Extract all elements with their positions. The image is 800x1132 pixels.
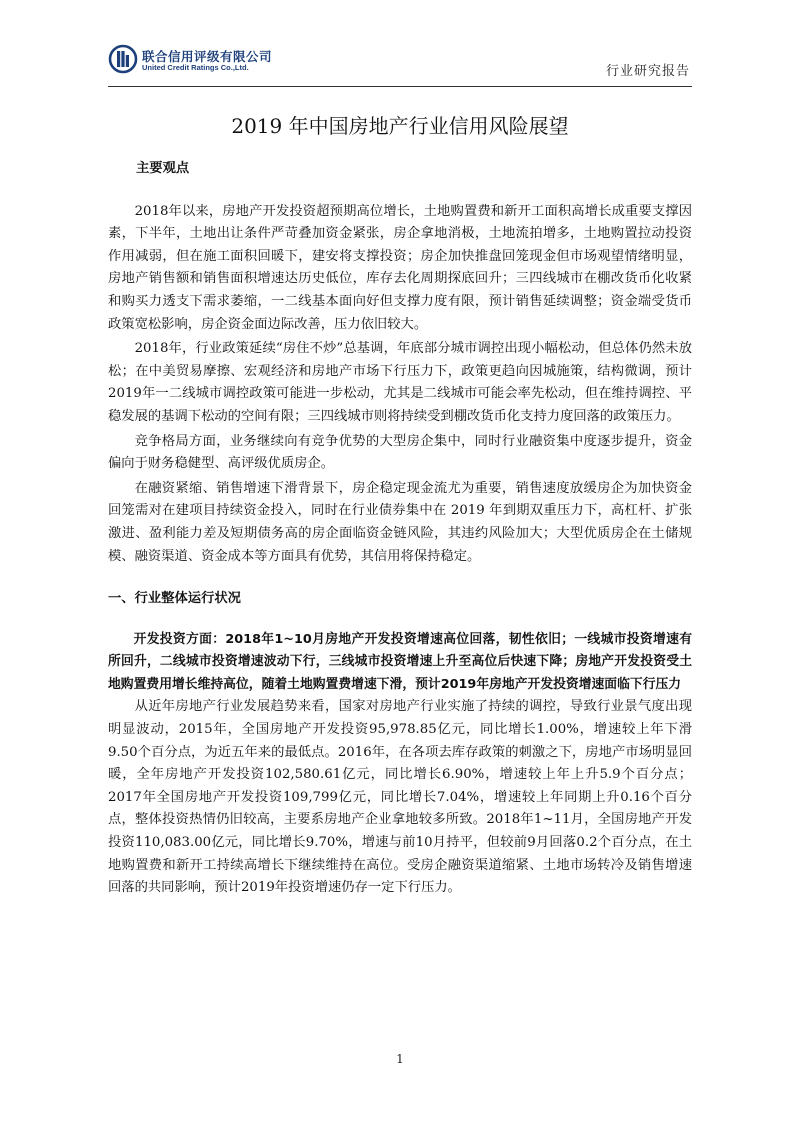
main-point-paragraph-1: 2018年以来，房地产开发投资超预期高位增长，土地购置费和新开工面积高增长成重要支撑因素，下半年，土地出让条件严苛叠加资金紧张，房企拿地消极，土地流拍增多，土地购置拉动投资作用减弱，但在施工面积回暖下，建安将支撑投资；房企加快推盘回笼现金但市场观望情绪明显，房地产销售额和销售面积增速达历史低位，库存去化周期探底回升；三四线城市在棚改货币化收紧和购买力透支下需求萎缩，一二线基本面向好但支撑力度有限，预计销售延续调整；资金端受货币政策宽松影响，房企资金面边际改善，压力依旧较大。 — [108, 203, 692, 332]
main-point-paragraph-2: 2018年，行业政策延续“房住不炒”总基调，年底部分城市调控出现小幅松动，但总体仍然未放松；在中美贸易摩擦、宏观经济和房地产市场下行压力下，政策更趋向因城施策，结构微调，预计2019年一二线城市调控政策可能进一步松动，尤其是二线城市可能会率先松动，但在维持调控、平稳发展的基调下松动的空间有限；三四线城市则将持续受到棚改货币化支持力度回落的政策压力。 — [108, 341, 692, 424]
page-number: 1 — [396, 1052, 404, 1066]
united-ratings-logo-icon — [108, 44, 138, 74]
investment-summary-paragraph: 开发投资方面：2018年1~10月房地产开发投资增速高位回落，韧性依旧；一线城市投资增速有所回升，二线城市投资增速波动下行，三线城市投资增速上升至高位后快速下降；房地产开发投资受土地购置费用增长维持高位，随着土地购置费增速下滑，预计2019年房地产开发投资增速面临下行压力 — [108, 631, 692, 692]
investment-body-paragraph: 从近年房地产行业发展趋势来看，国家对房地产行业实施了持续的调控，导致行业景气度出现明显波动，2015年，全国房地产开发投资95,978.85亿元，同比增长1.00%，增速较上年下滑9.50个百分点，为近五年来的最低点。2016年，在各项去库存政策的刺激之下，房地产市场明显回暖，全年房地产开发投资102,580.61亿元，同比增长6.90%，增速较上年上升5.9个百分点；2017年全国房地产开发投资109,799亿元，同比增长7.04%，增速较上年同期上升0.16个百分点，整体投资热情仍旧较高，主要系房地产企业拿地较多所致。2018年1~11月，全国房地产开发投资110,083.00亿元，同比增长9.70%，增速与前10月持平，但较前9月回落0.2个百分点，在土地购置费和新开工持续高增长下继续维持在高位。受房企融资渠道缩紧、土地市场转冷及销售增速回落的共同影响，预计2019年投资增速仍存一定下行压力。 — [108, 699, 692, 896]
section-1-heading: 一、行业整体运行状况 — [108, 591, 241, 607]
page-header — [108, 40, 692, 86]
company-name-en: United Credit Ratings Co.,Ltd. — [142, 63, 249, 72]
company-name-cn: 联合信用评级有限公司 — [142, 49, 273, 64]
report-type-label: 行业研究报告 — [605, 64, 690, 79]
header-divider — [108, 86, 692, 87]
main-points-heading: 主要观点 — [136, 161, 190, 176]
document-title: 2019 年中国房地产行业信用风险展望 — [231, 114, 569, 138]
company-logo — [108, 44, 298, 78]
main-point-paragraph-3: 竞争格局方面，业务继续向有竞争优势的大型房企集中，同时行业融资集中度逐步提升，资金偏向于财务稳健型、高评级优质房企。 — [108, 433, 692, 472]
main-point-paragraph-4: 在融资紧缩、销售增速下滑背景下，房企稳定现金流尤为重要，销售速度放缓房企为加快资金回笼需对在建项目持续资金投入，同时在行业债券集中在 2019 年到期双重压力下，高杠杆、扩张激进、盈利能力差及短期债务高的房企面临资金链风险，其违约风险加大；大型优质房企在土储规模、融资渠道、资金成本等方面具有优势，其信用将保持稳定。 — [108, 480, 692, 564]
document-body — [108, 158, 692, 900]
